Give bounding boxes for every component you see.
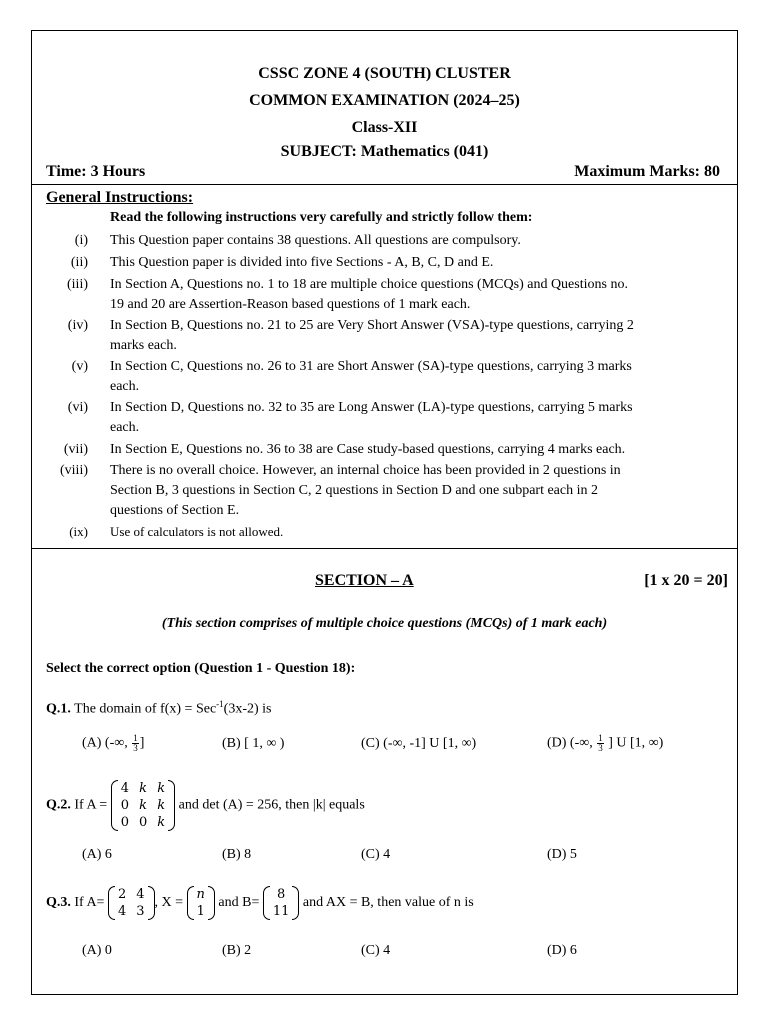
question-text: and B= bbox=[218, 895, 260, 911]
question-3 bbox=[46, 886, 474, 920]
instruction-num: (vii) bbox=[63, 442, 88, 457]
option-a bbox=[82, 734, 144, 753]
fraction-numerator: 1 bbox=[133, 733, 138, 743]
superscript: -1 bbox=[216, 699, 224, 709]
option-d: (D) 5 bbox=[547, 847, 577, 862]
fraction-denominator: 3 bbox=[598, 743, 603, 753]
section-note: (This section comprises of multiple choice questions (MCQs) of 1 mark each) bbox=[161, 616, 608, 631]
instruction-num: (vi) bbox=[67, 400, 88, 415]
matrix-cell: k bbox=[139, 781, 148, 796]
matrix-cell: 8 bbox=[276, 887, 286, 902]
instruction-text: This Question paper contains 38 questions. All questions are compulsory. bbox=[110, 233, 521, 248]
instruction-text: In Section D, Questions no. 32 to 35 are Long Answer (LA)-type questions, carrying 5 marks bbox=[110, 400, 633, 415]
instruction-text: Use of calculators is not allowed. bbox=[110, 524, 284, 539]
question-number: Q.1. bbox=[46, 701, 71, 717]
instruction-num: (iv) bbox=[67, 318, 88, 333]
instructions-lead: Read the following instructions very carefully and strictly follow them: bbox=[110, 210, 533, 225]
question-number: Q.2. bbox=[46, 797, 71, 813]
instruction-num: (ii) bbox=[70, 255, 88, 270]
matrix-cell: 1 bbox=[196, 904, 205, 919]
header-cluster: CSSC ZONE 4 (SOUTH) CLUSTER bbox=[258, 65, 511, 82]
select-instruction: Select the correct option (Question 1 - Question 18): bbox=[46, 661, 356, 676]
question-text: and det (A) = 256, then |k| equals bbox=[178, 797, 365, 813]
question-1 bbox=[46, 699, 271, 718]
matrix-cell: k bbox=[157, 815, 166, 830]
matrix-cell: n bbox=[196, 887, 205, 902]
matrix-x bbox=[187, 886, 215, 920]
instruction-text: In Section C, Questions no. 26 to 31 are Short Answer (SA)-type questions, carrying 3 marks bbox=[110, 359, 632, 374]
matrix-a bbox=[108, 886, 155, 920]
instruction-text: There is no overall choice. However, an internal choice has been provided in 2 questions in bbox=[110, 463, 621, 478]
instruction-num: (iii) bbox=[67, 277, 88, 292]
option-b: (B) 2 bbox=[222, 943, 252, 958]
instruction-text: questions of Section E. bbox=[110, 503, 240, 518]
section-title: SECTION – A bbox=[315, 572, 414, 589]
instructions-divider bbox=[31, 548, 738, 549]
option-d bbox=[547, 734, 663, 753]
max-marks-label: Maximum Marks: 80 bbox=[574, 163, 720, 180]
instruction-text: marks each. bbox=[110, 338, 177, 353]
option-c: (C) (-∞, -1] U [1, ∞) bbox=[361, 736, 477, 751]
option-b: (B) [ 1, ∞ ) bbox=[222, 736, 285, 751]
question-2 bbox=[46, 780, 365, 831]
option-text: ] U [1, ∞) bbox=[604, 735, 664, 751]
instruction-text: Section B, 3 questions in Section C, 2 questions in Section D and one subpart each in 2 bbox=[110, 483, 598, 498]
header-exam: COMMON EXAMINATION (2024–25) bbox=[249, 92, 520, 109]
time-label: Time: 3 Hours bbox=[46, 163, 146, 180]
instruction-num: (i) bbox=[74, 233, 88, 248]
fraction bbox=[132, 734, 139, 753]
option-c: (C) 4 bbox=[361, 847, 391, 862]
instruction-text: each. bbox=[110, 379, 140, 394]
matrix-cell: k bbox=[157, 798, 166, 813]
option-a: (A) 0 bbox=[82, 943, 112, 958]
instruction-num: (viii) bbox=[60, 463, 88, 478]
matrix-cell: 2 bbox=[117, 887, 127, 902]
question-text: and AX = B, then value of n is bbox=[302, 895, 474, 911]
instruction-num: (v) bbox=[71, 359, 88, 374]
matrix-cell: 4 bbox=[120, 781, 129, 796]
matrix-cell: 0 bbox=[120, 815, 129, 830]
instruction-num: (ix) bbox=[69, 524, 88, 539]
question-text: , X = bbox=[154, 895, 184, 911]
general-instructions-heading: General Instructions: bbox=[46, 189, 194, 206]
option-c: (C) 4 bbox=[361, 943, 391, 958]
instruction-text: 19 and 20 are Assertion-Reason based questions of 1 mark each. bbox=[110, 297, 471, 312]
option-d: (D) 6 bbox=[547, 943, 577, 958]
question-text: The domain of f(x) = Sec bbox=[70, 701, 217, 717]
fraction-denominator: 3 bbox=[133, 743, 138, 753]
fraction bbox=[597, 734, 604, 753]
matrix-cell: 4 bbox=[117, 904, 127, 919]
option-a: (A) 6 bbox=[82, 847, 112, 862]
option-text: (D) (-∞, bbox=[547, 735, 597, 751]
option-text: ] bbox=[139, 735, 145, 751]
matrix-cell: k bbox=[157, 781, 166, 796]
instruction-text: In Section B, Questions no. 21 to 25 are Very Short Answer (VSA)-type questions, carrying 2 bbox=[110, 318, 634, 333]
fraction-numerator: 1 bbox=[598, 733, 603, 743]
matrix-cell: k bbox=[139, 798, 148, 813]
matrix-b bbox=[263, 886, 300, 920]
matrix-a bbox=[111, 780, 175, 831]
matrix-cell: 11 bbox=[272, 904, 290, 919]
matrix-cell: 4 bbox=[136, 887, 145, 902]
instruction-text: In Section E, Questions no. 36 to 38 are Case study-based questions, carrying 4 marks each. bbox=[110, 442, 626, 457]
option-text: (A) (-∞, bbox=[82, 735, 132, 751]
matrix-cell: 0 bbox=[120, 798, 129, 813]
instruction-text: each. bbox=[110, 420, 140, 435]
section-marks: [1 x 20 = 20] bbox=[644, 572, 728, 589]
matrix-cell: 3 bbox=[136, 904, 145, 919]
option-b: (B) 8 bbox=[222, 847, 252, 862]
instruction-text: In Section A, Questions no. 1 to 18 are multiple choice questions (MCQs) and Questions no. bbox=[110, 277, 628, 292]
header-class: Class-XII bbox=[351, 119, 418, 136]
instruction-text: This Question paper is divided into five Sections - A, B, C, D and E. bbox=[110, 255, 494, 270]
question-number: Q.3. bbox=[46, 895, 71, 911]
question-text: If A = bbox=[70, 797, 108, 813]
header-divider bbox=[31, 184, 738, 185]
question-text: (3x-2) is bbox=[223, 701, 272, 717]
question-text: If A= bbox=[70, 895, 105, 911]
matrix-cell: 0 bbox=[138, 815, 148, 830]
header-subject: SUBJECT: Mathematics (041) bbox=[280, 143, 489, 160]
